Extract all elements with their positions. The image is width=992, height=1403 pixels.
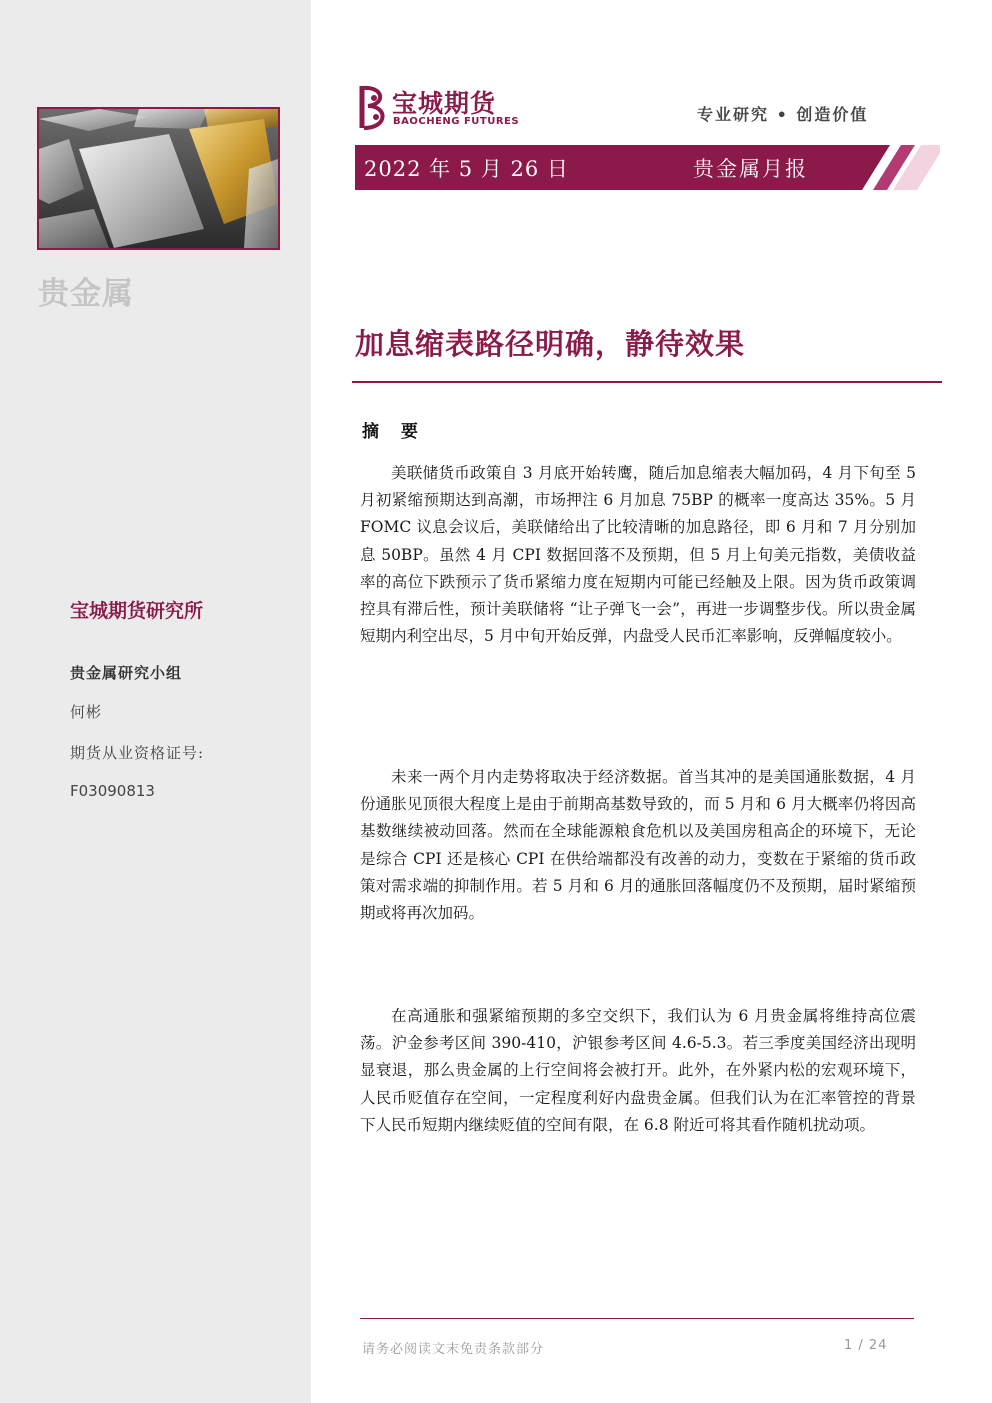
abstract-paragraph-2: 未来一两个月内走势将取决于经济数据。首当其冲的是美国通胀数据，4 月份通胀见顶很大程度上是由于前期高基数导致的，而 5 月和 6 月大概率仍将因高基数继续被动回落。然而在全球能源粮食危机以及美国房租高企的环境下，无论是综合 CPI 还是核心 CPI 在供给端都没有改善的动力，变数在于紧缩的货币政策对需求端的抑制作用。若 5 月和 6 月的通胀回落幅度仍不及预期，届时紧缩预期或将再次加码。 — [360, 768, 916, 923]
footer-divider — [360, 1318, 914, 1319]
research-team: 贵金属研究小组 — [70, 664, 183, 682]
abstract-paragraph-1: 美联储货币政策自 3 月底开始转鹰，随后加息缩表大幅加码，4 月下旬至 5 月初紧缩预期达到高潮，市场押注 6 月加息 75BP 的概率一度高达 35%。5 月 FOMC 议息会议后，美联储给出了比较清晰的加息路径，即 6 月和 7 月分别加息 50BP。虽然 4 月 CPI 数据回落不及预期，但 5 月上旬美元指数，美债收益率的高位下跌预示了货币紧缩力度在短期内可能已经触及上限。因为货币政策调控具有滞后性，预计美联储将 “让子弹飞一会”，再进一步调整步伐。所以贵金属短期内利空出尽，5 月中旬开始反弹，内盘受人民币汇率影响，反弹幅度较小。 — [360, 464, 916, 646]
report-banner — [355, 145, 940, 190]
sidebar-category: 贵金属 — [38, 276, 134, 312]
qualification-label: 期货从业资格证号: — [70, 744, 205, 762]
page-number: 1 / 24 — [844, 1338, 888, 1353]
logo-chinese: 宝城期货 — [392, 89, 497, 118]
baocheng-logo-icon — [356, 84, 390, 132]
abstract-paragraph-3: 在高通胀和强紧缩预期的多空交织下，我们认为 6 月贵金属将维持高位震荡。沪金参考区间 390-410，沪银参考区间 4.6-5.3。若三季度美国经济出现明显衰退，那么贵金属的上行空间将会被打开。此外，在外紧内松的宏观环境下，人民币贬值存在空间，一定程度利好内盘贵金属。但我们认为在汇率管控的背景下人民币短期内继续贬值的空间有限，在 6.8 附近可将其看作随机扰动项。 — [360, 1007, 916, 1134]
logo-english: BAOCHENG FUTURES — [393, 116, 520, 127]
abstract-heading: 摘 要 — [362, 422, 426, 442]
report-date: 2022 年 5 月 26 日 — [364, 157, 569, 181]
company-logo — [356, 84, 521, 132]
analyst-name: 何彬 — [70, 703, 103, 721]
institute-name: 宝城期货研究所 — [70, 600, 204, 622]
sidebar — [0, 0, 311, 1403]
title-divider — [352, 381, 942, 383]
slogan: 专业研究 • 创造价值 — [697, 105, 869, 124]
page-title: 加息缩表路径明确，静待效果 — [355, 327, 746, 361]
report-type: 贵金属月报 — [693, 157, 808, 181]
footer-disclaimer: 请务必阅读文末免责条款部分 — [362, 1342, 545, 1357]
cover-image — [37, 107, 280, 250]
qualification-id: F03090813 — [70, 782, 155, 800]
gold-silver-bars-icon — [39, 109, 278, 248]
